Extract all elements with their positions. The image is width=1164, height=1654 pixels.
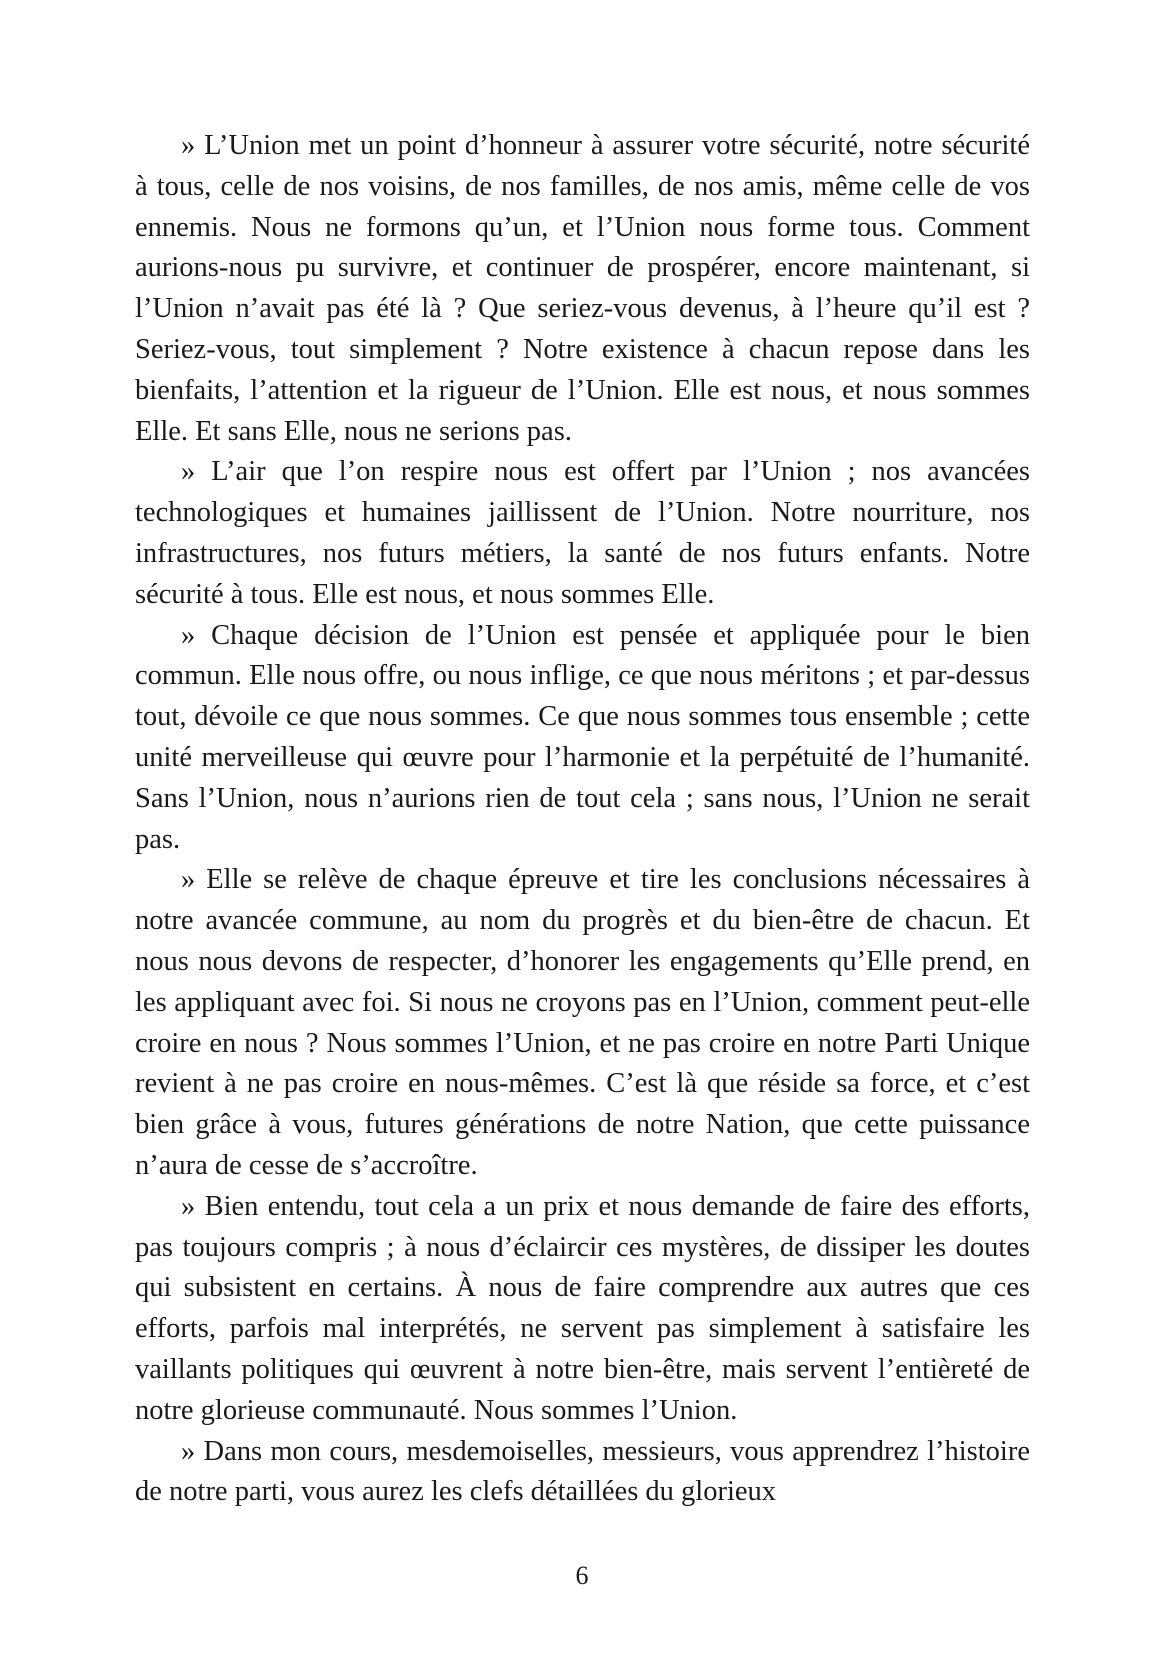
page-number: 6 (575, 1561, 589, 1590)
paragraph-4: » Elle se relève de chaque épreuve et tire les conclusions nécessaires à notre avancée commune, au nom du progrès et du bien-être de chacun. Et nous nous devons de respecter, d’honorer les engagements qu’Elle prend, en les appliquant avec foi. Si nous ne croyons pas en l’Union, comment peut-elle croire en nous ? Nous sommes l’Union, et ne pas croire en notre Parti Unique revient à ne pas croire en nous-mêmes. C’est là que réside sa force, et c’est bien grâce à vous, futures générations de notre Nation, que cette puissance n’aura de cesse de s’accroître. (135, 864, 1030, 1181)
paragraph-3: » Chaque décision de l’Union est pensée et appliquée pour le bien commun. Elle nous offre, ou nous inflige, ce que nous méritons ; et par-dessus tout, dévoile ce que nous sommes. Ce que nous sommes tous ensemble ; cette unité merveilleuse qui œuvre pour l’harmonie et la perpétuité de l’humanité. Sans l’Union, nous n’aurions rien de tout cela ; sans nous, l’Union ne serait pas. (135, 619, 1030, 855)
body-text (135, 126, 1030, 1513)
paragraph-6: » Dans mon cours, mesdemoiselles, messieurs, vous apprendrez l’histoire de notre parti, vous aurez les clefs détaillées du glorieux (135, 1435, 1030, 1508)
paragraph-1: » L’Union met un point d’honneur à assurer votre sécurité, notre sécurité à tous, celle de nos voisins, de nos familles, de nos amis, même celle de vos ennemis. Nous ne formons qu’un, et l’Union nous forme tous. Comment aurions-nous pu survivre, et continuer de prospérer, encore maintenant, si l’Union n’avait pas été là ? Que seriez-vous devenus, à l’heure qu’il est ? Seriez-vous, tout simplement ? Notre existence à chacun repose dans les bienfaits, l’attention et la rigueur de l’Union. Elle est nous, et nous sommes Elle. Et sans Elle, nous ne serions pas. (135, 130, 1030, 447)
paragraph-5: » Bien entendu, tout cela a un prix et nous demande de faire des efforts, pas toujours compris ; à nous d’éclaircir ces mystères, de dissiper les doutes qui subsistent en certains. À nous de faire comprendre aux autres que ces efforts, parfois mal interprétés, ne servent pas simplement à satisfaire les vaillants politiques qui œuvrent à notre bien-être, mais servent l’entièreté de notre glorieuse communauté. Nous sommes l’Union. (135, 1190, 1030, 1426)
paragraph-2: » L’air que l’on respire nous est offert par l’Union ; nos avancées technologiques et humaines jaillissent de l’Union. Notre nourriture, nos infrastructures, nos futurs métiers, la santé de nos futurs enfants. Notre sécurité à tous. Elle est nous, et nous sommes Elle. (135, 456, 1030, 610)
